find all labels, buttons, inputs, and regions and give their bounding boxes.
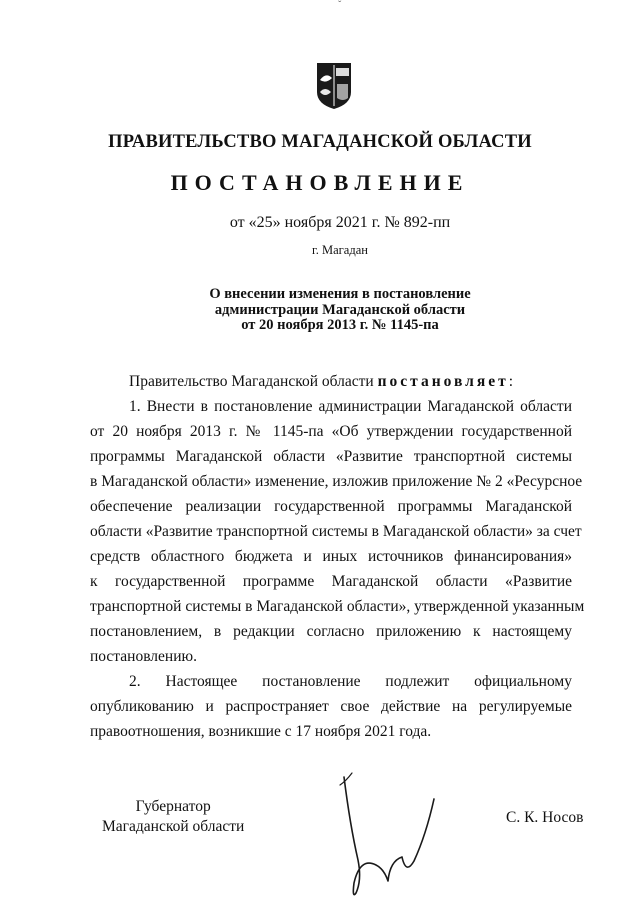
signatory-name: С. К. Носов bbox=[506, 809, 584, 826]
body-line: от 20 ноября 2013 г. № 1145-па «Об утверждении государственной bbox=[90, 423, 572, 440]
body-line: постановлением, в редакции согласно приложению к настоящему bbox=[90, 623, 572, 640]
coat-of-arms-icon bbox=[316, 62, 352, 110]
body-line: 1. Внести в постановление администрации Магаданской области bbox=[129, 398, 572, 415]
body-line: правоотношения, возникшие с 17 ноября 2021 года. bbox=[90, 723, 432, 740]
body-line: средств областного бюджета и иных источников финансирования» bbox=[90, 548, 572, 565]
organization-name: ПРАВИТЕЛЬСТВО МАГАДАНСКОЙ ОБЛАСТИ bbox=[108, 132, 532, 152]
preamble bbox=[90, 369, 572, 394]
body-line: программы Магаданской области «Развитие транспортной системы bbox=[90, 448, 572, 465]
title-line: администрации Магаданской области bbox=[214, 301, 466, 318]
body-line: к государственной программе Магаданской области «Развитие bbox=[90, 573, 572, 590]
title-line: от 20 ноября 2013 г. № 1145-па bbox=[241, 317, 439, 333]
title-line: О внесении изменения в постановление bbox=[209, 286, 471, 302]
document-date-number: от «25» ноября 2021 г. № 892-пп bbox=[229, 214, 451, 231]
position-line: Магаданской области bbox=[102, 818, 245, 835]
document-type: ПОСТАНОВЛЕНИЕ bbox=[170, 170, 470, 195]
document-title bbox=[0, 287, 640, 334]
body-line: 2. Настоящее постановление подлежит официальному bbox=[129, 673, 572, 690]
handwritten-signature-icon bbox=[330, 765, 450, 905]
body-line: в Магаданской области» изменение, изложив приложение № 2 «Ресурсное bbox=[90, 473, 583, 490]
preamble-colon: : bbox=[508, 373, 514, 390]
scan-artifact: ˇ bbox=[338, 0, 342, 11]
body-line: постановлению. bbox=[90, 648, 197, 665]
body-line: транспортной системы в Магаданской области», утвержденной указанным bbox=[90, 598, 585, 615]
preamble-emphasis: постановляет bbox=[377, 373, 509, 390]
signatory-position bbox=[102, 797, 244, 837]
document-body bbox=[90, 369, 585, 744]
body-line: области «Развитие транспортной системы в Магаданской области» за счет bbox=[90, 523, 582, 540]
body-line: опубликованию и распространяет свое действие на регулируемые bbox=[90, 698, 572, 715]
preamble-text: Правительство Магаданской области bbox=[129, 373, 374, 390]
position-line: Губернатор bbox=[135, 798, 211, 815]
body-line: обеспечение реализации государственной программы Магаданской bbox=[90, 498, 572, 515]
document-city: г. Магадан bbox=[312, 243, 368, 257]
